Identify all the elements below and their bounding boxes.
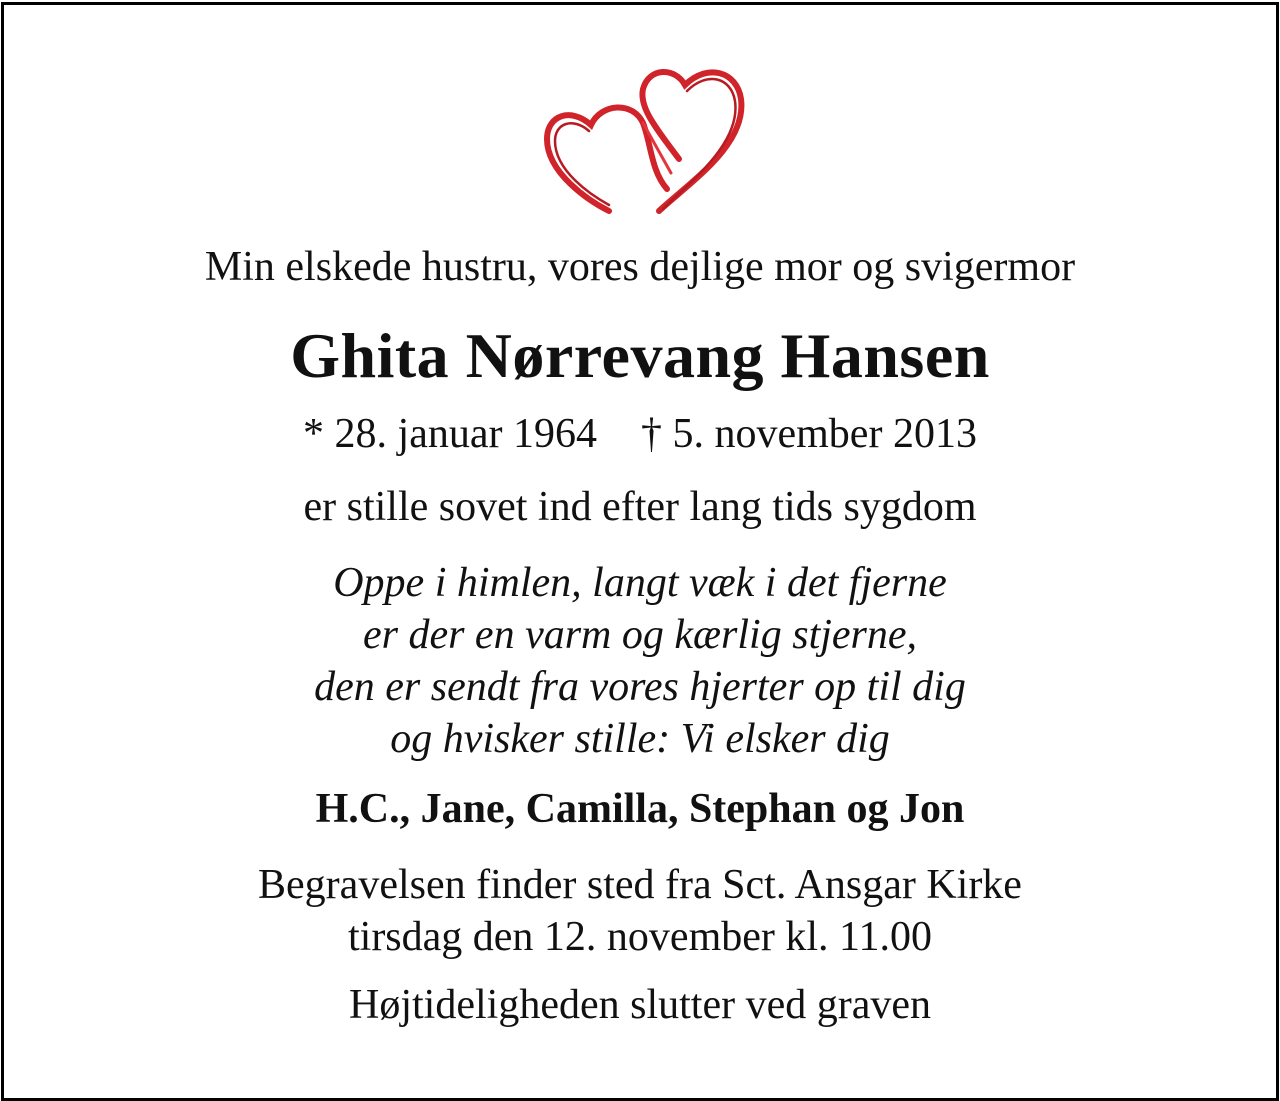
- poem-line: den er sendt fra vores hjerter op til dig: [314, 664, 966, 710]
- poem: [4, 557, 1276, 765]
- announcement-content: [4, 5, 1276, 1098]
- birth-date: * 28. januar 1964: [303, 411, 597, 457]
- closing-text: Højtideligheden slutter ved graven: [349, 982, 931, 1028]
- life-dates: [4, 410, 1276, 458]
- status-text: er stille sovet ind efter lang tids sygdom: [303, 484, 977, 530]
- large-heart-inner-icon: [663, 79, 735, 209]
- death-date: † 5. november 2013: [641, 411, 977, 457]
- announcement-frame: [1, 2, 1279, 1101]
- small-heart-icon: [547, 107, 667, 211]
- two-hearts-icon: [539, 63, 751, 219]
- intro-text: Min elskede hustru, vores dejlige mor og svigermor: [204, 244, 1076, 290]
- funeral-line: tirsdag den 12. november kl. 11.00: [347, 914, 932, 960]
- poem-line: Oppe i himlen, langt væk i det fjerne: [333, 560, 947, 606]
- funeral-info: [4, 859, 1276, 963]
- poem-line: er der en varm og kærlig stjerne,: [362, 612, 918, 658]
- family-names: H.C., Jane, Camilla, Stephan og Jon: [315, 786, 965, 832]
- deceased-name: Ghita Nørrevang Hansen: [290, 320, 990, 391]
- poem-line: og hvisker stille: Vi elsker dig: [390, 716, 890, 762]
- funeral-line: Begravelsen finder sted fra Sct. Ansgar Kirke: [258, 862, 1022, 908]
